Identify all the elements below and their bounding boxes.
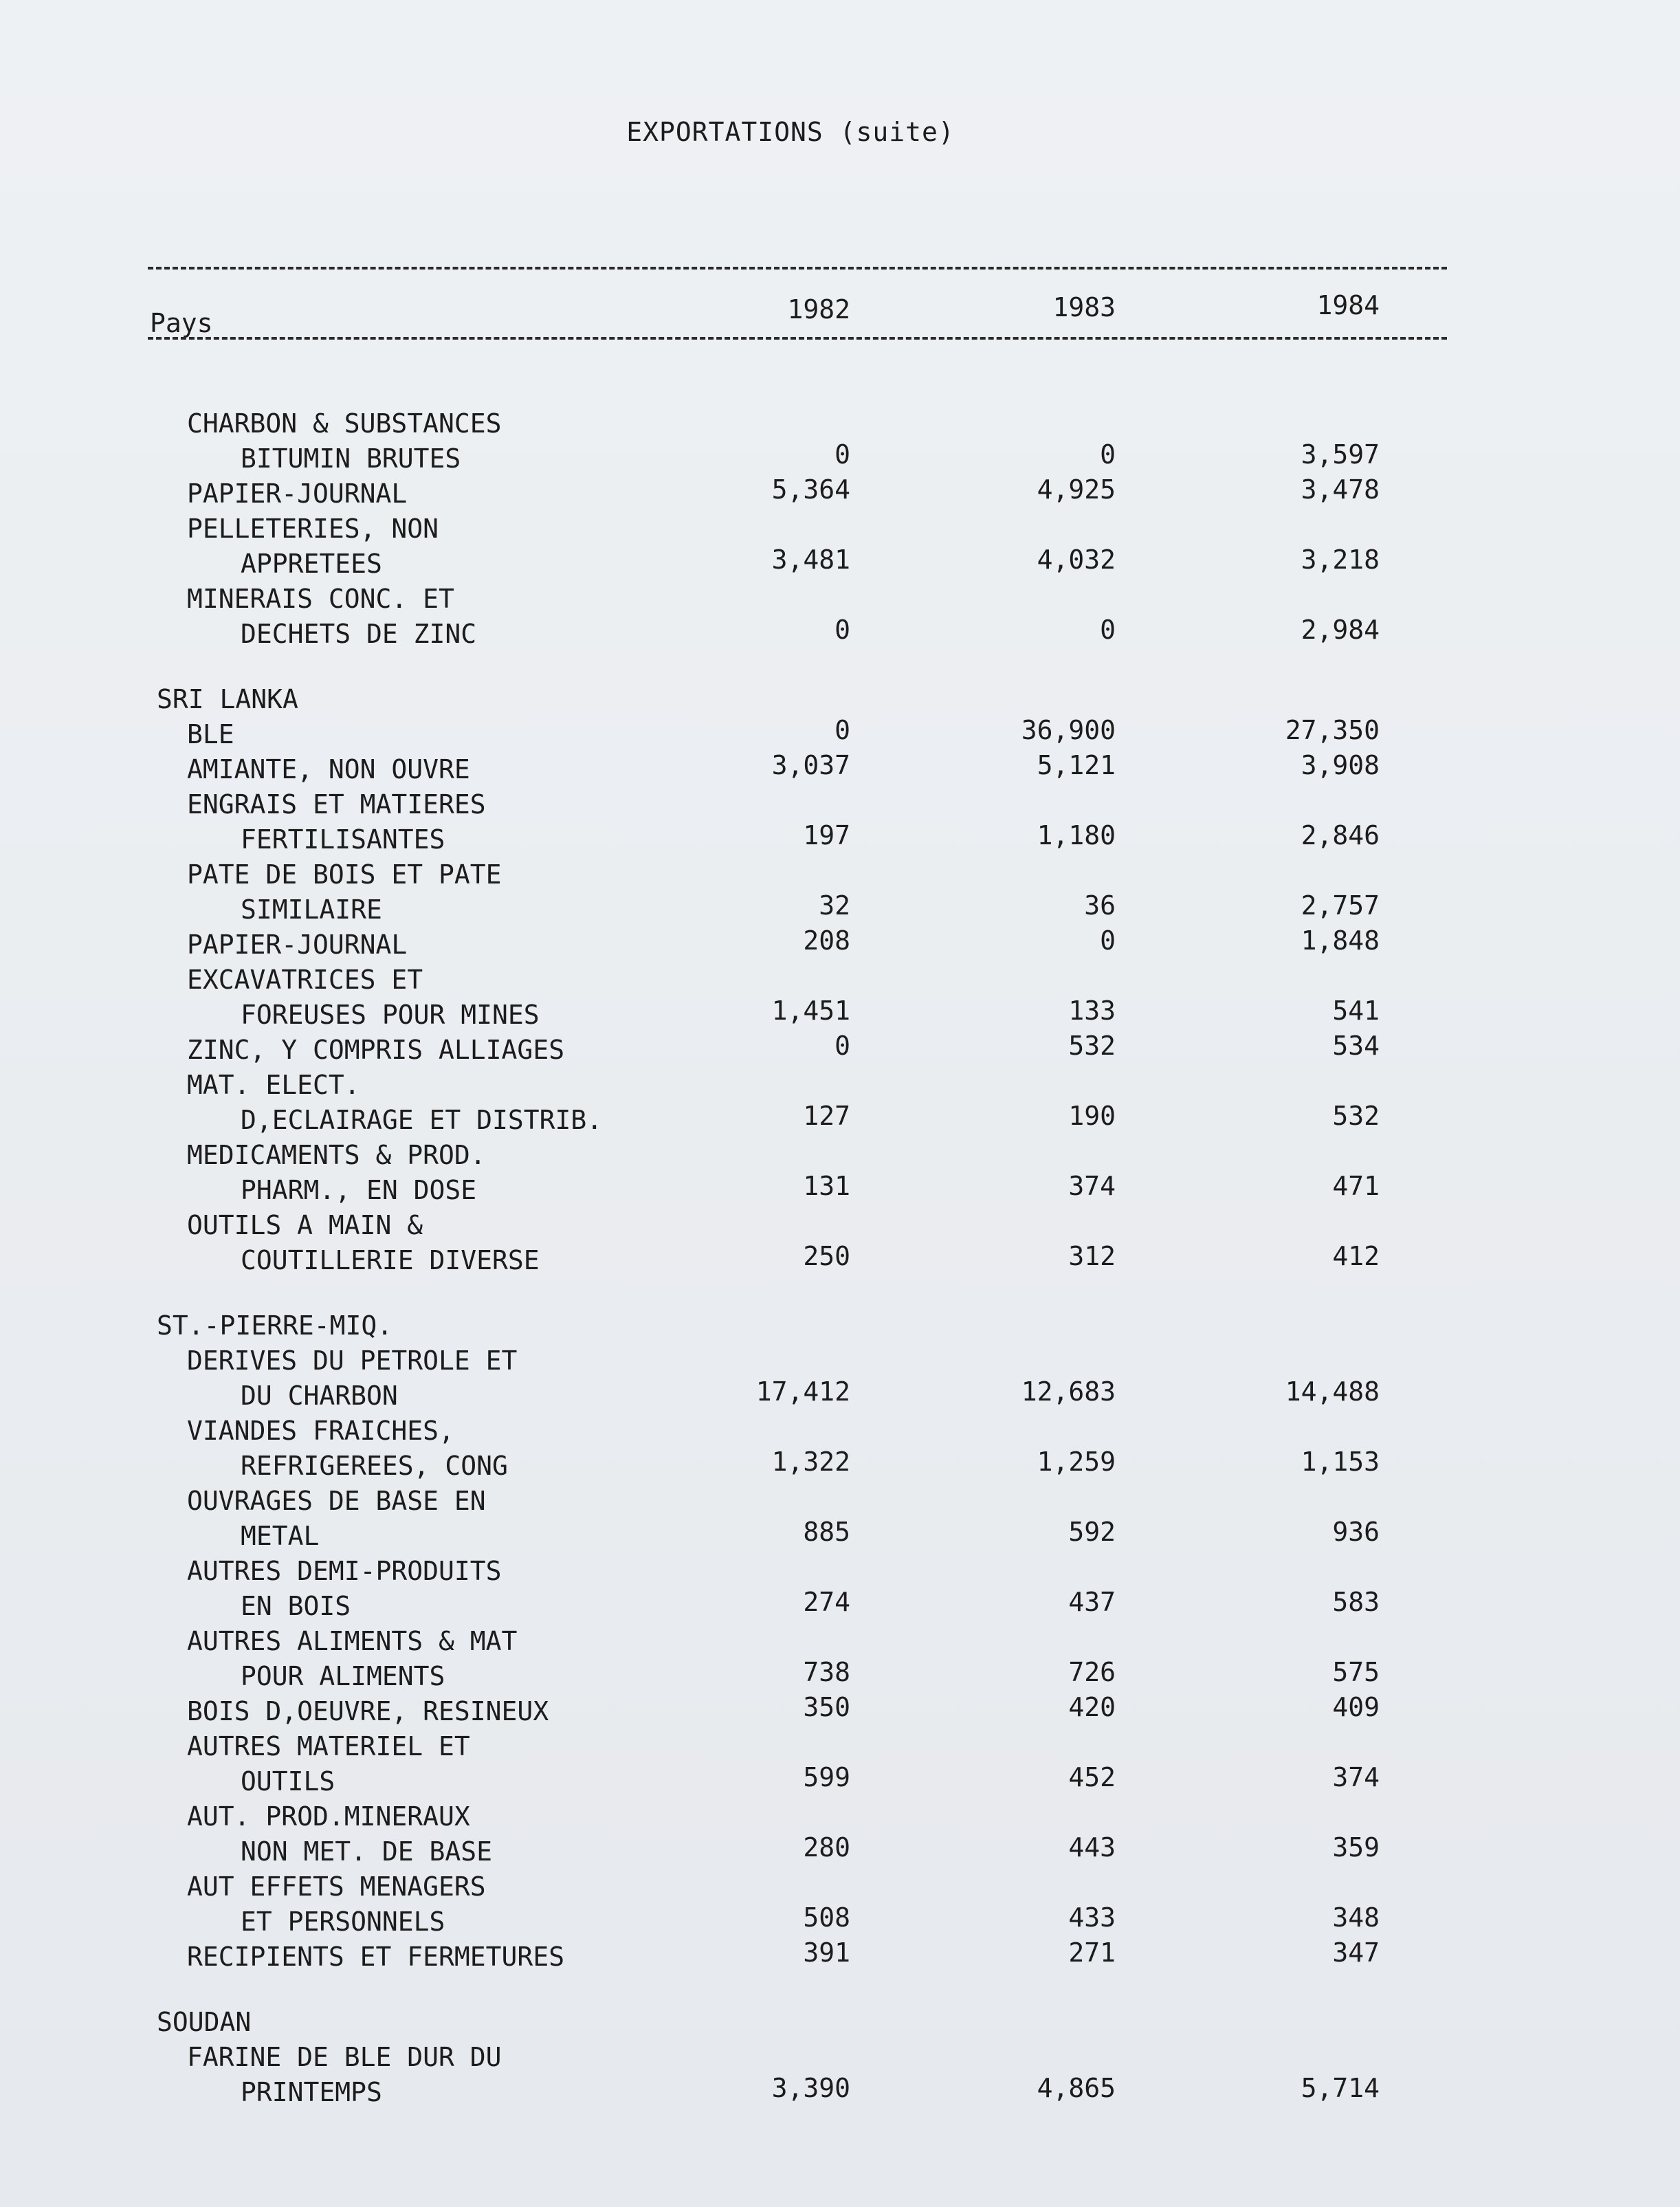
value-1984: 534 xyxy=(1332,1031,1380,1061)
value-1982: 1,322 xyxy=(771,1447,850,1477)
value-1982: 738 xyxy=(803,1657,850,1687)
value-1984: 409 xyxy=(1332,1692,1380,1722)
value-1984: 359 xyxy=(1332,1832,1380,1863)
value-1983: 133 xyxy=(1068,996,1116,1026)
value-1983: 420 xyxy=(1068,1692,1116,1722)
product-label-continued: ET PERSONNELS xyxy=(241,1907,445,1937)
value-1984: 2,984 xyxy=(1301,615,1380,645)
value-1982: 0 xyxy=(835,1031,850,1061)
product-label-continued: NON MET. DE BASE xyxy=(241,1836,493,1867)
value-1984: 347 xyxy=(1332,1937,1380,1968)
value-1983: 12,683 xyxy=(1021,1376,1116,1407)
value-1984: 532 xyxy=(1332,1101,1380,1131)
value-1983: 452 xyxy=(1068,1762,1116,1792)
product-label-continued: REFRIGEREES, CONG xyxy=(241,1451,508,1481)
value-1983: 433 xyxy=(1068,1902,1116,1933)
value-1983: 0 xyxy=(1100,615,1116,645)
value-1984: 541 xyxy=(1332,996,1380,1026)
year-header-1984: 1984 xyxy=(1316,290,1380,320)
product-label: PATE DE BOIS ET PATE xyxy=(187,859,502,890)
value-1982: 3,390 xyxy=(771,2073,850,2103)
product-label-continued: METAL xyxy=(241,1521,320,1551)
value-1982: 391 xyxy=(803,1937,850,1968)
product-label: BOIS D,OEUVRE, RESINEUX xyxy=(187,1696,549,1726)
value-1982: 274 xyxy=(803,1587,850,1617)
country-column-header: Pays xyxy=(150,308,213,338)
product-label: AUT EFFETS MENAGERS xyxy=(187,1871,486,1902)
value-1982: 3,037 xyxy=(771,750,850,780)
value-1984: 348 xyxy=(1332,1902,1380,1933)
product-label-continued: POUR ALIMENTS xyxy=(241,1661,445,1691)
value-1982: 599 xyxy=(803,1762,850,1792)
value-1984: 412 xyxy=(1332,1241,1380,1271)
product-label: OUVRAGES DE BASE EN xyxy=(187,1486,486,1516)
value-1983: 443 xyxy=(1068,1832,1116,1863)
value-1984: 5,714 xyxy=(1301,2073,1380,2103)
product-label: CHARBON & SUBSTANCES xyxy=(187,408,502,439)
product-label-continued: BITUMIN BRUTES xyxy=(241,443,461,474)
product-label-continued: FERTILISANTES xyxy=(241,824,445,855)
product-label: OUTILS A MAIN & xyxy=(187,1210,423,1240)
value-1984: 3,218 xyxy=(1301,545,1380,575)
value-1982: 5,364 xyxy=(771,474,850,505)
value-1983: 726 xyxy=(1068,1657,1116,1687)
product-label: ENGRAIS ET MATIERES xyxy=(187,789,486,820)
value-1982: 885 xyxy=(803,1517,850,1547)
value-1982: 0 xyxy=(835,439,850,470)
value-1983: 312 xyxy=(1068,1241,1116,1271)
value-1984: 2,757 xyxy=(1301,890,1380,921)
product-label: AUTRES DEMI-PRODUITS xyxy=(187,1556,502,1586)
value-1983: 36 xyxy=(1084,890,1116,921)
value-1983: 437 xyxy=(1068,1587,1116,1617)
header-top-rule xyxy=(148,267,1447,270)
product-label-continued: DU CHARBON xyxy=(241,1381,398,1411)
product-label-continued: DECHETS DE ZINC xyxy=(241,619,477,649)
value-1982: 250 xyxy=(803,1241,850,1271)
value-1983: 4,865 xyxy=(1037,2073,1116,2103)
product-label: PELLETERIES, NON xyxy=(187,514,439,544)
page-title: EXPORTATIONS (suite) xyxy=(626,117,955,147)
product-label-continued: D,ECLAIRAGE ET DISTRIB. xyxy=(241,1105,603,1135)
product-label: AMIANTE, NON OUVRE xyxy=(187,754,470,784)
product-label-continued: APPRETEES xyxy=(241,549,382,579)
product-label: MEDICAMENTS & PROD. xyxy=(187,1140,486,1170)
value-1983: 5,121 xyxy=(1037,750,1116,780)
product-label-continued: SIMILAIRE xyxy=(241,894,382,925)
value-1983: 1,180 xyxy=(1037,820,1116,850)
value-1984: 2,846 xyxy=(1301,820,1380,850)
header-bottom-rule xyxy=(148,337,1447,340)
value-1983: 190 xyxy=(1068,1101,1116,1131)
value-1984: 1,153 xyxy=(1301,1447,1380,1477)
year-header-1982: 1982 xyxy=(787,294,850,325)
product-label-continued: EN BOIS xyxy=(241,1591,351,1621)
value-1984: 27,350 xyxy=(1285,715,1380,745)
value-1984: 936 xyxy=(1332,1517,1380,1547)
value-1983: 4,925 xyxy=(1037,474,1116,505)
product-label: EXCAVATRICES ET xyxy=(187,965,423,995)
value-1982: 131 xyxy=(803,1171,850,1201)
value-1983: 1,259 xyxy=(1037,1447,1116,1477)
value-1984: 374 xyxy=(1332,1762,1380,1792)
value-1984: 14,488 xyxy=(1285,1376,1380,1407)
product-label: AUT. PROD.MINERAUX xyxy=(187,1801,470,1832)
product-label: AUTRES ALIMENTS & MAT xyxy=(187,1626,518,1656)
product-label: ZINC, Y COMPRIS ALLIAGES xyxy=(187,1035,565,1065)
value-1983: 0 xyxy=(1100,925,1116,956)
product-label: VIANDES FRAICHES, xyxy=(187,1416,454,1446)
value-1982: 350 xyxy=(803,1692,850,1722)
value-1984: 3,908 xyxy=(1301,750,1380,780)
value-1982: 17,412 xyxy=(755,1376,850,1407)
value-1984: 3,597 xyxy=(1301,439,1380,470)
value-1983: 36,900 xyxy=(1021,715,1116,745)
value-1982: 127 xyxy=(803,1101,850,1131)
value-1984: 1,848 xyxy=(1301,925,1380,956)
year-header-1983: 1983 xyxy=(1052,292,1116,322)
product-label: PAPIER-JOURNAL xyxy=(187,930,408,960)
value-1982: 3,481 xyxy=(771,545,850,575)
product-label: FARINE DE BLE DUR DU xyxy=(187,2042,502,2072)
value-1983: 532 xyxy=(1068,1031,1116,1061)
country-heading: SRI LANKA xyxy=(157,684,298,714)
value-1982: 197 xyxy=(803,820,850,850)
value-1983: 592 xyxy=(1068,1517,1116,1547)
value-1984: 575 xyxy=(1332,1657,1380,1687)
value-1982: 32 xyxy=(819,890,850,921)
product-label: MINERAIS CONC. ET xyxy=(187,584,454,614)
product-label: DERIVES DU PETROLE ET xyxy=(187,1346,518,1376)
product-label: AUTRES MATERIEL ET xyxy=(187,1731,470,1761)
country-heading: ST.-PIERRE-MIQ. xyxy=(157,1310,393,1341)
product-label-continued: FOREUSES POUR MINES xyxy=(241,1000,540,1030)
product-label-continued: PRINTEMPS xyxy=(241,2077,382,2107)
product-label-continued: PHARM., EN DOSE xyxy=(241,1175,477,1205)
value-1984: 583 xyxy=(1332,1587,1380,1617)
value-1982: 0 xyxy=(835,715,850,745)
value-1984: 471 xyxy=(1332,1171,1380,1201)
product-label: BLE xyxy=(187,719,234,749)
value-1983: 4,032 xyxy=(1037,545,1116,575)
value-1982: 1,451 xyxy=(771,996,850,1026)
product-label: RECIPIENTS ET FERMETURES xyxy=(187,1942,565,1972)
value-1983: 0 xyxy=(1100,439,1116,470)
value-1982: 208 xyxy=(803,925,850,956)
value-1982: 508 xyxy=(803,1902,850,1933)
product-label: PAPIER-JOURNAL xyxy=(187,479,408,509)
value-1984: 3,478 xyxy=(1301,474,1380,505)
value-1983: 271 xyxy=(1068,1937,1116,1968)
value-1982: 280 xyxy=(803,1832,850,1863)
country-heading: SOUDAN xyxy=(157,2007,252,2037)
value-1982: 0 xyxy=(835,615,850,645)
product-label-continued: OUTILS xyxy=(241,1766,335,1797)
value-1983: 374 xyxy=(1068,1171,1116,1201)
product-label: MAT. ELECT. xyxy=(187,1070,360,1100)
product-label-continued: COUTILLERIE DIVERSE xyxy=(241,1245,540,1275)
